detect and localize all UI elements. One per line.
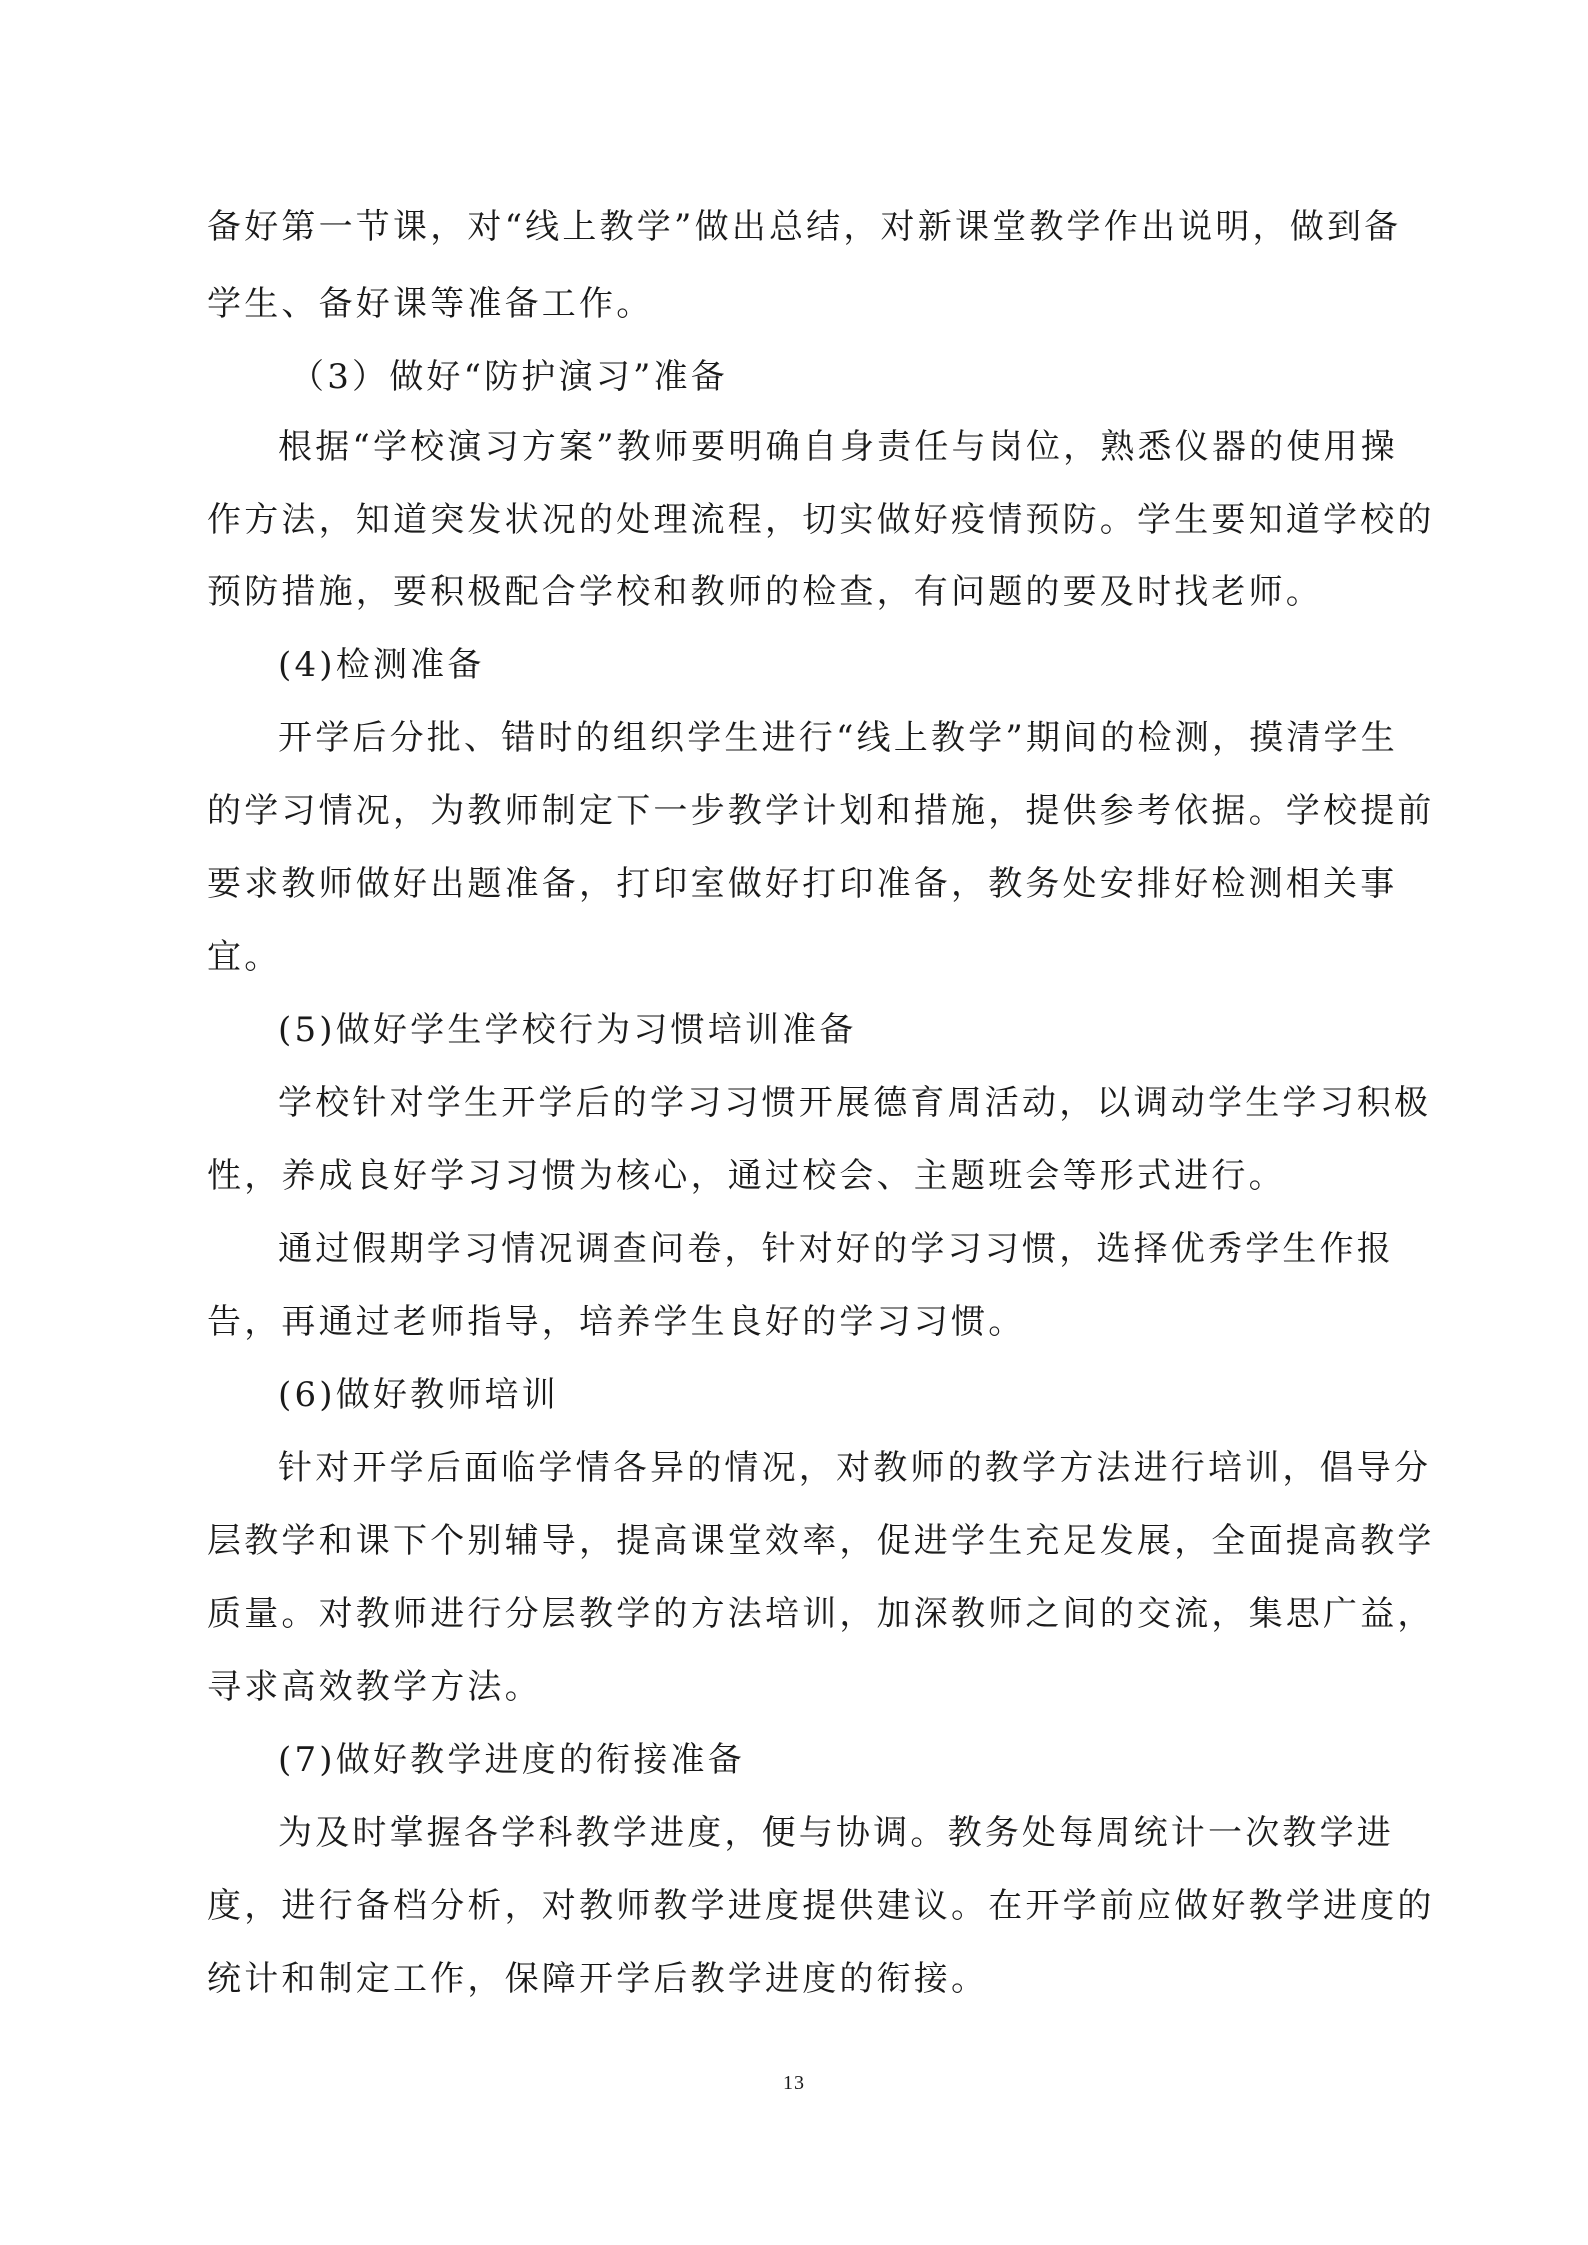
paragraph-line: 作方法，知道突发状况的处理流程，切实做好疫情预防。学生要知道学校的	[207, 500, 1435, 540]
paragraph-line: 通过假期学习情况调查问卷，针对好的学习习惯，选择优秀学生作报	[278, 1229, 1394, 1269]
paragraph-line: 性，养成良好学习习惯为核心，通过校会、主题班会等形式进行。	[207, 1156, 1286, 1196]
paragraph-line: 为及时掌握各学科教学进度，便与协调。教务处每周统计一次教学进	[278, 1813, 1394, 1853]
section-heading-4: (4)检测准备	[278, 645, 485, 685]
page-number: 13	[783, 2072, 805, 2094]
section-heading-7: (7)做好教学进度的衔接准备	[278, 1740, 745, 1780]
paragraph-line: 寻求高效教学方法。	[207, 1667, 542, 1707]
paragraph-line: 学生、备好课等准备工作。	[207, 284, 654, 324]
section-heading-5: (5)做好学生学校行为习惯培训准备	[278, 1010, 857, 1050]
section-heading-6: (6)做好教师培训	[278, 1375, 559, 1415]
paragraph-line: 统计和制定工作，保障开学后教学进度的衔接。	[207, 1959, 989, 1999]
paragraph-line: 质量。对教师进行分层教学的方法培训，加深教师之间的交流，集思广益，	[207, 1594, 1435, 1634]
paragraph-line: 备好第一节课，对“线上教学”做出总结，对新课堂教学作出说明，做到备	[207, 207, 1402, 247]
paragraph-line: 开学后分批、错时的组织学生进行“线上教学”期间的检测，摸清学生	[278, 718, 1398, 758]
section-heading-3: （3）做好“防护演习”准备	[290, 357, 728, 397]
paragraph-line: 的学习情况，为教师制定下一步教学计划和措施，提供参考依据。学校提前	[207, 791, 1435, 831]
paragraph-line: 层教学和课下个别辅导，提高课堂效率，促进学生充足发展，全面提高教学	[207, 1521, 1435, 1561]
paragraph-line: 度，进行备档分析，对教师教学进度提供建议。在开学前应做好教学进度的	[207, 1886, 1435, 1926]
paragraph-line: 针对开学后面临学情各异的情况，对教师的教学方法进行培训，倡导分	[278, 1448, 1432, 1488]
paragraph-line: 学校针对学生开学后的学习习惯开展德育周活动，以调动学生学习积极	[278, 1083, 1432, 1123]
paragraph-line: 根据“学校演习方案”教师要明确自身责任与岗位，熟悉仪器的使用操	[278, 427, 1398, 467]
paragraph-line: 告，再通过老师指导，培养学生良好的学习习惯。	[207, 1302, 1026, 1342]
paragraph-line: 要求教师做好出题准备，打印室做好打印准备，教务处安排好检测相关事	[207, 864, 1398, 904]
paragraph-line: 预防措施，要积极配合学校和教师的检查，有问题的要及时找老师。	[207, 572, 1323, 612]
paragraph-line: 宜。	[207, 937, 282, 977]
